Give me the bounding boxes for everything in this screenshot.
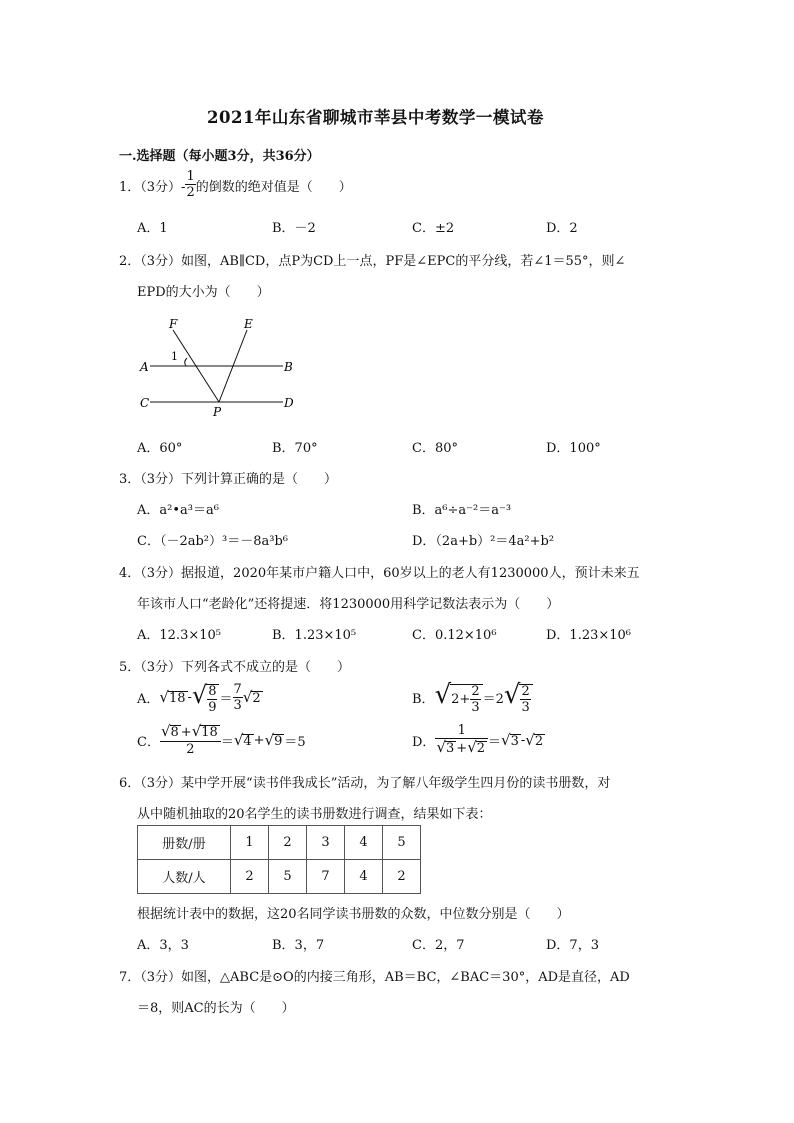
- radicand: 18: [201, 724, 218, 740]
- radicand: 3: [510, 733, 519, 749]
- q6-option-b: B．3，7: [272, 938, 325, 953]
- q5-option-d-label: D．: [412, 734, 436, 750]
- q6-option-c: C．2，7: [412, 938, 465, 953]
- question-7-line-1: 7．（3分）如图，△ABC是⊙O的内接三角形，AB＝BC，∠BAC＝30°，AD是直径，AD: [119, 970, 630, 985]
- question-3-stem: 3．（3分）下列计算正确的是（ ）: [119, 472, 338, 487]
- fraction-numerator: 2: [471, 684, 480, 699]
- sqrt-fraction: √ $\frac{8}{9}$: [192, 681, 220, 714]
- question-2-line-1: 2．（3分）如图，AB∥CD，点P为CD上一点，PF是∠EPC的平分线，若∠1＝55°，则∠: [119, 254, 626, 269]
- q5-option-c: [137, 721, 306, 759]
- table-cell: 人数/人: [138, 860, 231, 894]
- label-p: P: [213, 405, 222, 419]
- q1-option-b: B．－2: [272, 221, 316, 236]
- q5-option-a-label: A．: [137, 691, 160, 707]
- page-title: 2021年山东省聊城市莘县中考数学一模试卷: [207, 108, 544, 127]
- fraction-denominator: 2: [186, 742, 195, 758]
- table-cell: 4: [345, 826, 383, 860]
- minus-sign: -: [181, 180, 186, 195]
- q2-option-a: A．60°: [137, 441, 183, 456]
- equals-sign: ＝: [220, 734, 234, 750]
- fraction-denominator: 3: [233, 697, 242, 713]
- radicand: 2: [534, 733, 544, 749]
- question-6-line-2: 从中随机抽取的20名学生的读书册数进行调查，结果如下表：: [137, 807, 492, 822]
- question-6-line-3: 根据统计表中的数据，这20名同学读书册数的众数，中位数分别是（ ）: [137, 907, 570, 922]
- minus-sign: -: [187, 689, 192, 705]
- table-cell: 5: [269, 860, 307, 894]
- radicand: 18: [168, 690, 186, 706]
- question-1: [119, 169, 352, 200]
- label-b: B: [284, 360, 293, 374]
- sqrt-expression: √18: [159, 687, 186, 706]
- q3-option-c: C．（－2ab²）³＝－8a³b⁶: [137, 534, 288, 549]
- label-1: 1: [171, 350, 178, 363]
- question-2-line-2: EPD的大小为（ ）: [137, 285, 270, 300]
- question-7-line-2: ＝8，则AC的长为（ ）: [137, 1001, 295, 1016]
- q6-option-d: D．7，3: [546, 938, 599, 953]
- q2-option-c: C．80°: [412, 441, 458, 456]
- sqrt-expression: √2: [525, 730, 544, 749]
- fraction-numerator: 7: [233, 681, 242, 697]
- q3-option-a: A．a²•a³＝a⁶: [137, 503, 219, 518]
- label-e: E: [244, 317, 253, 331]
- fraction-numerator: 8: [208, 683, 217, 699]
- fraction-numerator: 2: [521, 684, 530, 699]
- q2-option-b: B．70°: [272, 441, 318, 456]
- table-cell: 7: [307, 860, 345, 894]
- parallel-lines-figure: [135, 312, 315, 422]
- equals-sign: ＝: [488, 734, 502, 750]
- result: ＝5: [284, 734, 306, 750]
- q4-option-c: C．0.12×10⁶: [412, 628, 497, 643]
- table-cell: 2: [231, 860, 269, 894]
- q6-option-a: A．3，3: [137, 938, 189, 953]
- q4-option-d: D．1.23×10⁶: [546, 628, 632, 643]
- table-cell: 册数/册: [138, 826, 231, 860]
- fraction-denominator: 9: [208, 699, 217, 715]
- question-4-line-2: 年该市人口“老龄化”还将提速．将1230000用科学记数法表示为（ ）: [137, 597, 560, 612]
- q5-option-d: [412, 721, 545, 759]
- question-1-stem: 的倒数的绝对值是（ ）: [195, 180, 352, 195]
- fraction-numerator: 1: [186, 169, 195, 184]
- fraction-numerator: 1: [435, 724, 488, 739]
- question-6-line-1: 6．（3分）某中学开展“读书伴我成长”活动，为了解八年级学生四月份的读书册数，对: [119, 776, 611, 791]
- table-row: [138, 826, 421, 860]
- q4-option-a: A．12.3×10⁵: [137, 628, 221, 643]
- table-cell: 5: [383, 826, 421, 860]
- sqrt-expression: √9: [264, 730, 283, 749]
- radicand: 2: [252, 690, 261, 706]
- sqrt-expression: √4: [233, 730, 252, 749]
- label-d: D: [284, 396, 294, 410]
- survey-table: [137, 825, 421, 894]
- radicand: 2: [476, 740, 486, 756]
- radicand: 4: [243, 733, 252, 749]
- q2-option-d: D．100°: [546, 441, 601, 456]
- equals-sign: ＝: [219, 691, 233, 707]
- q5-option-b: [412, 680, 533, 714]
- coefficient-fraction: [233, 683, 243, 712]
- table-cell: 2: [269, 826, 307, 860]
- angle-1-arc: [185, 358, 187, 366]
- q4-option-b: B．1.23×10⁵: [272, 628, 357, 643]
- sqrt-expression: √3: [501, 730, 519, 749]
- q5-option-a: [137, 680, 263, 714]
- table-cell: 1: [231, 826, 269, 860]
- label-f: F: [169, 317, 178, 331]
- plus-sign: +: [180, 724, 192, 740]
- q1-option-c: C．±2: [412, 221, 455, 236]
- minus-sign: -: [520, 732, 526, 748]
- q5-option-b-label: B．: [412, 691, 435, 707]
- question-1-number: 1．（3分）: [119, 180, 182, 195]
- table-cell: 3: [307, 826, 345, 860]
- radicand: 8: [170, 724, 179, 740]
- section-heading: 一.选择题（每小题3分，共36分）: [119, 149, 320, 164]
- fraction-denominator: 2: [186, 185, 195, 200]
- equals-coefficient: ＝2: [482, 691, 504, 707]
- q1-option-d: D．2: [546, 221, 578, 236]
- sqrt-expression: √2: [242, 687, 261, 706]
- plus-sign: +: [253, 732, 265, 748]
- fraction-denominator: 3: [521, 700, 530, 715]
- q3-option-d: D．（2a+b）²＝4a²+b²: [412, 534, 555, 549]
- sqrt-expression: √2+ $\frac{2}{3}$: [435, 680, 483, 714]
- fraction: [185, 170, 195, 199]
- table-cell: 2: [383, 860, 421, 894]
- q1-option-a: A．1: [137, 221, 168, 236]
- radicand: 9: [274, 733, 283, 749]
- table-row: [138, 860, 421, 894]
- table-cell: 4: [345, 860, 383, 894]
- label-c: C: [140, 396, 150, 410]
- fraction-denominator: 3: [471, 700, 480, 715]
- reciprocal-fraction: $\frac{1}{√3 +√2}$: [435, 724, 488, 757]
- question-4-line-1: 4．（3分）据报道，2020年某市户籍人口中，60岁以上的老人有1230000人，预计未来五: [119, 566, 640, 581]
- plus-sign: +: [456, 740, 468, 756]
- q5-option-c-label: C．: [137, 734, 160, 750]
- sum-fraction: $\frac{√8 +√18}{2}$: [160, 724, 221, 757]
- label-a: A: [140, 360, 149, 374]
- q3-option-b: B．a⁶÷a⁻²＝a⁻³: [412, 503, 512, 518]
- question-5-stem: 5．（3分）下列各式不成立的是（ ）: [119, 660, 351, 675]
- sum-term: 2+: [451, 692, 471, 707]
- radicand: 3: [446, 740, 455, 756]
- sqrt-fraction: √ $\frac{2}{3}$: [504, 680, 533, 714]
